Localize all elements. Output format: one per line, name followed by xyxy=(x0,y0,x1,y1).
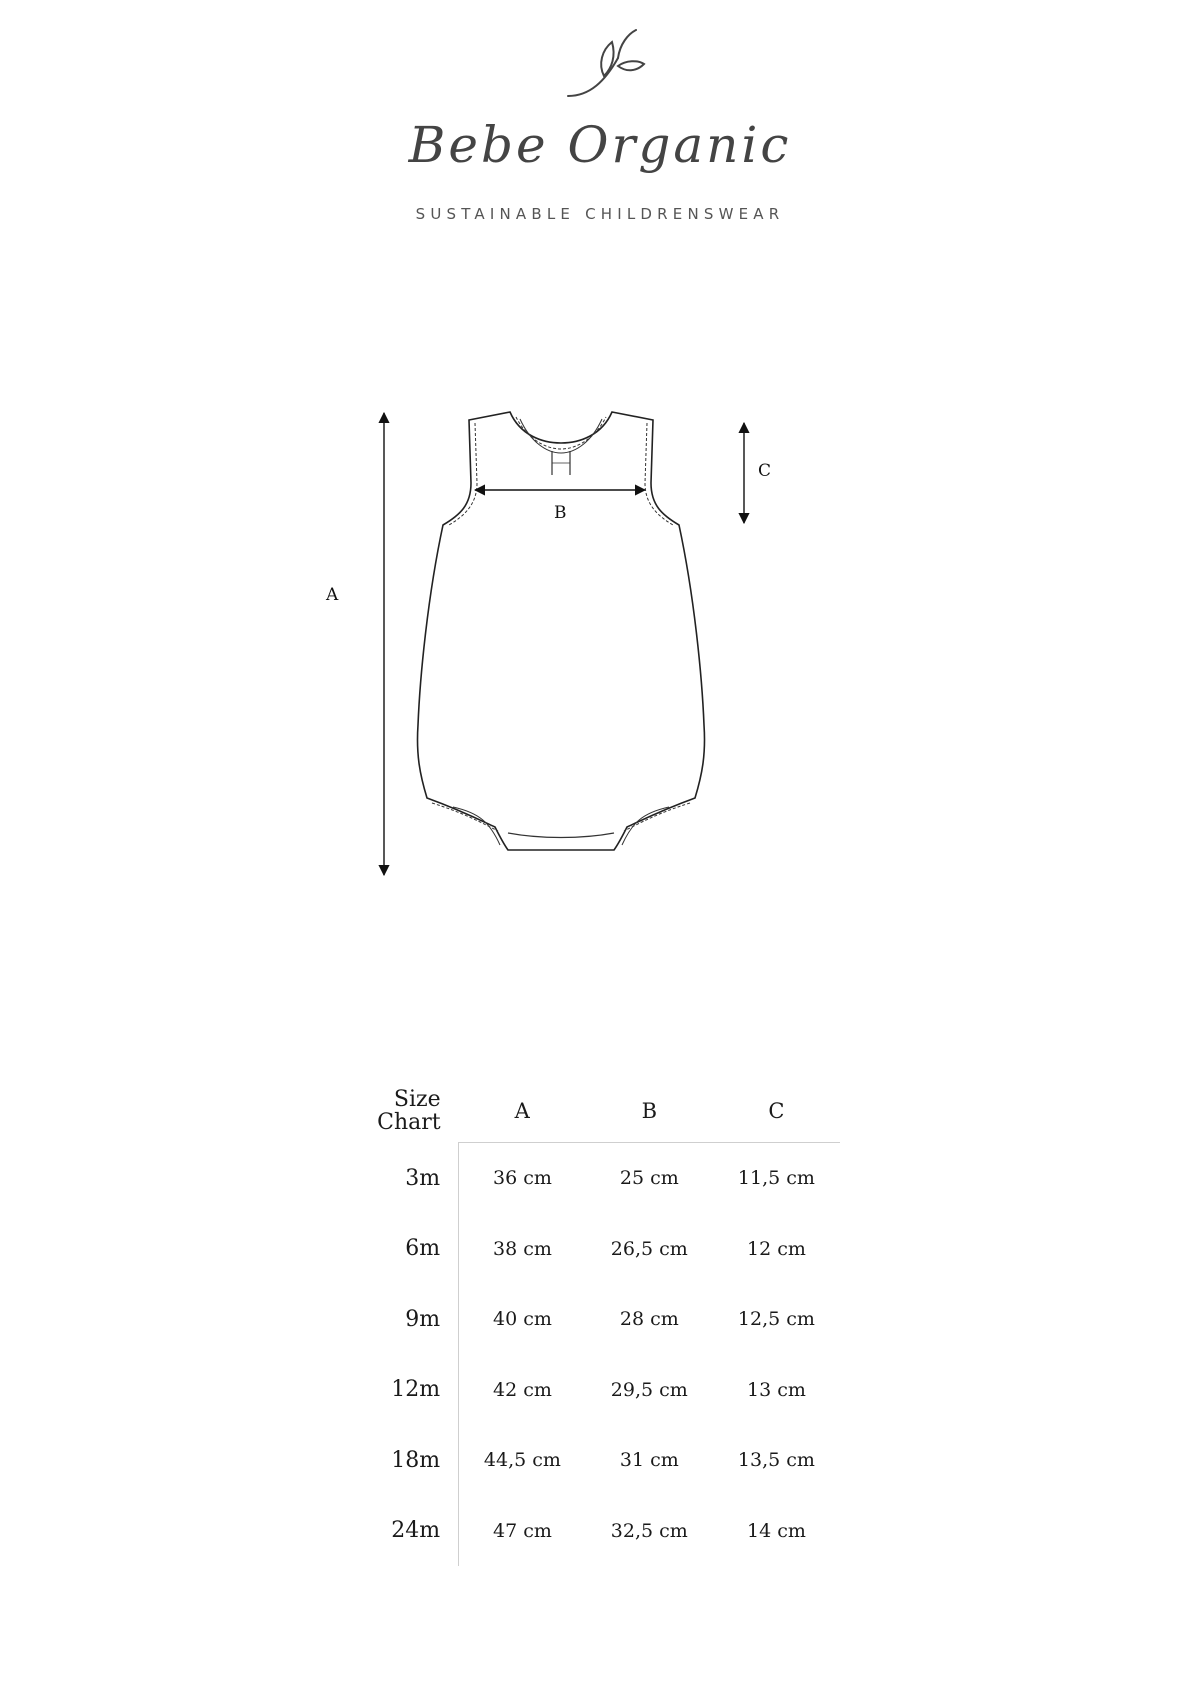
size-chart-label-line2: Chart xyxy=(377,1110,441,1136)
size-chart-label-line1: Size xyxy=(393,1087,441,1113)
value-cell-b: 25 cm xyxy=(619,1167,679,1190)
table-row xyxy=(340,1143,840,1214)
value-cell-a: 40 cm xyxy=(492,1308,552,1331)
size-chart-header-row xyxy=(340,1080,840,1143)
neckline-stitch xyxy=(516,417,606,449)
column-header-c: C xyxy=(713,1080,840,1143)
table-row xyxy=(340,1284,840,1355)
size-cell: 6m xyxy=(340,1214,459,1285)
value-cell-b: 29,5 cm xyxy=(610,1378,688,1401)
size-cell: 24m xyxy=(340,1496,459,1567)
size-chart-corner-label xyxy=(340,1080,459,1143)
value-cell-a: 47 cm xyxy=(492,1519,552,1542)
value-cell-c: 13 cm xyxy=(746,1378,806,1401)
value-cell-c: 12 cm xyxy=(746,1237,806,1260)
brand-name: Bebe Organic xyxy=(408,116,792,174)
value-cell-c: 12,5 cm xyxy=(737,1308,815,1331)
value-cell-b: 28 cm xyxy=(619,1308,679,1331)
dimension-c-label: C xyxy=(758,461,772,481)
size-cell: 18m xyxy=(340,1425,459,1496)
table-row xyxy=(340,1496,840,1567)
leaf-sprig-icon xyxy=(560,26,650,106)
brand-tagline: SUSTAINABLE CHILDRENSWEAR xyxy=(415,205,785,223)
value-cell-a: 38 cm xyxy=(492,1237,552,1260)
value-cell-b: 32,5 cm xyxy=(610,1519,688,1542)
size-cell: 3m xyxy=(340,1143,459,1214)
size-chart-table xyxy=(340,1080,840,1566)
value-cell-c: 13,5 cm xyxy=(737,1449,815,1472)
value-cell-a: 44,5 cm xyxy=(483,1449,561,1472)
dimension-b-label: B xyxy=(554,503,567,523)
value-cell-a: 42 cm xyxy=(492,1378,552,1401)
value-cell-b: 31 cm xyxy=(619,1449,679,1472)
sleeveless-romper-icon xyxy=(340,395,820,900)
column-header-b: B xyxy=(586,1080,713,1143)
table-row xyxy=(340,1214,840,1285)
value-cell-b: 26,5 cm xyxy=(610,1237,688,1260)
column-header-a: A xyxy=(459,1080,586,1143)
garment-outline xyxy=(417,412,704,850)
size-cell: 12m xyxy=(340,1355,459,1426)
dimension-a-label: A xyxy=(326,585,339,605)
value-cell-c: 14 cm xyxy=(746,1519,806,1542)
value-cell-c: 11,5 cm xyxy=(737,1167,815,1190)
table-row xyxy=(340,1355,840,1426)
brand-header xyxy=(0,20,1200,240)
size-cell: 9m xyxy=(340,1284,459,1355)
garment-diagram xyxy=(326,395,820,900)
value-cell-a: 36 cm xyxy=(492,1167,552,1190)
table-row xyxy=(340,1425,840,1496)
